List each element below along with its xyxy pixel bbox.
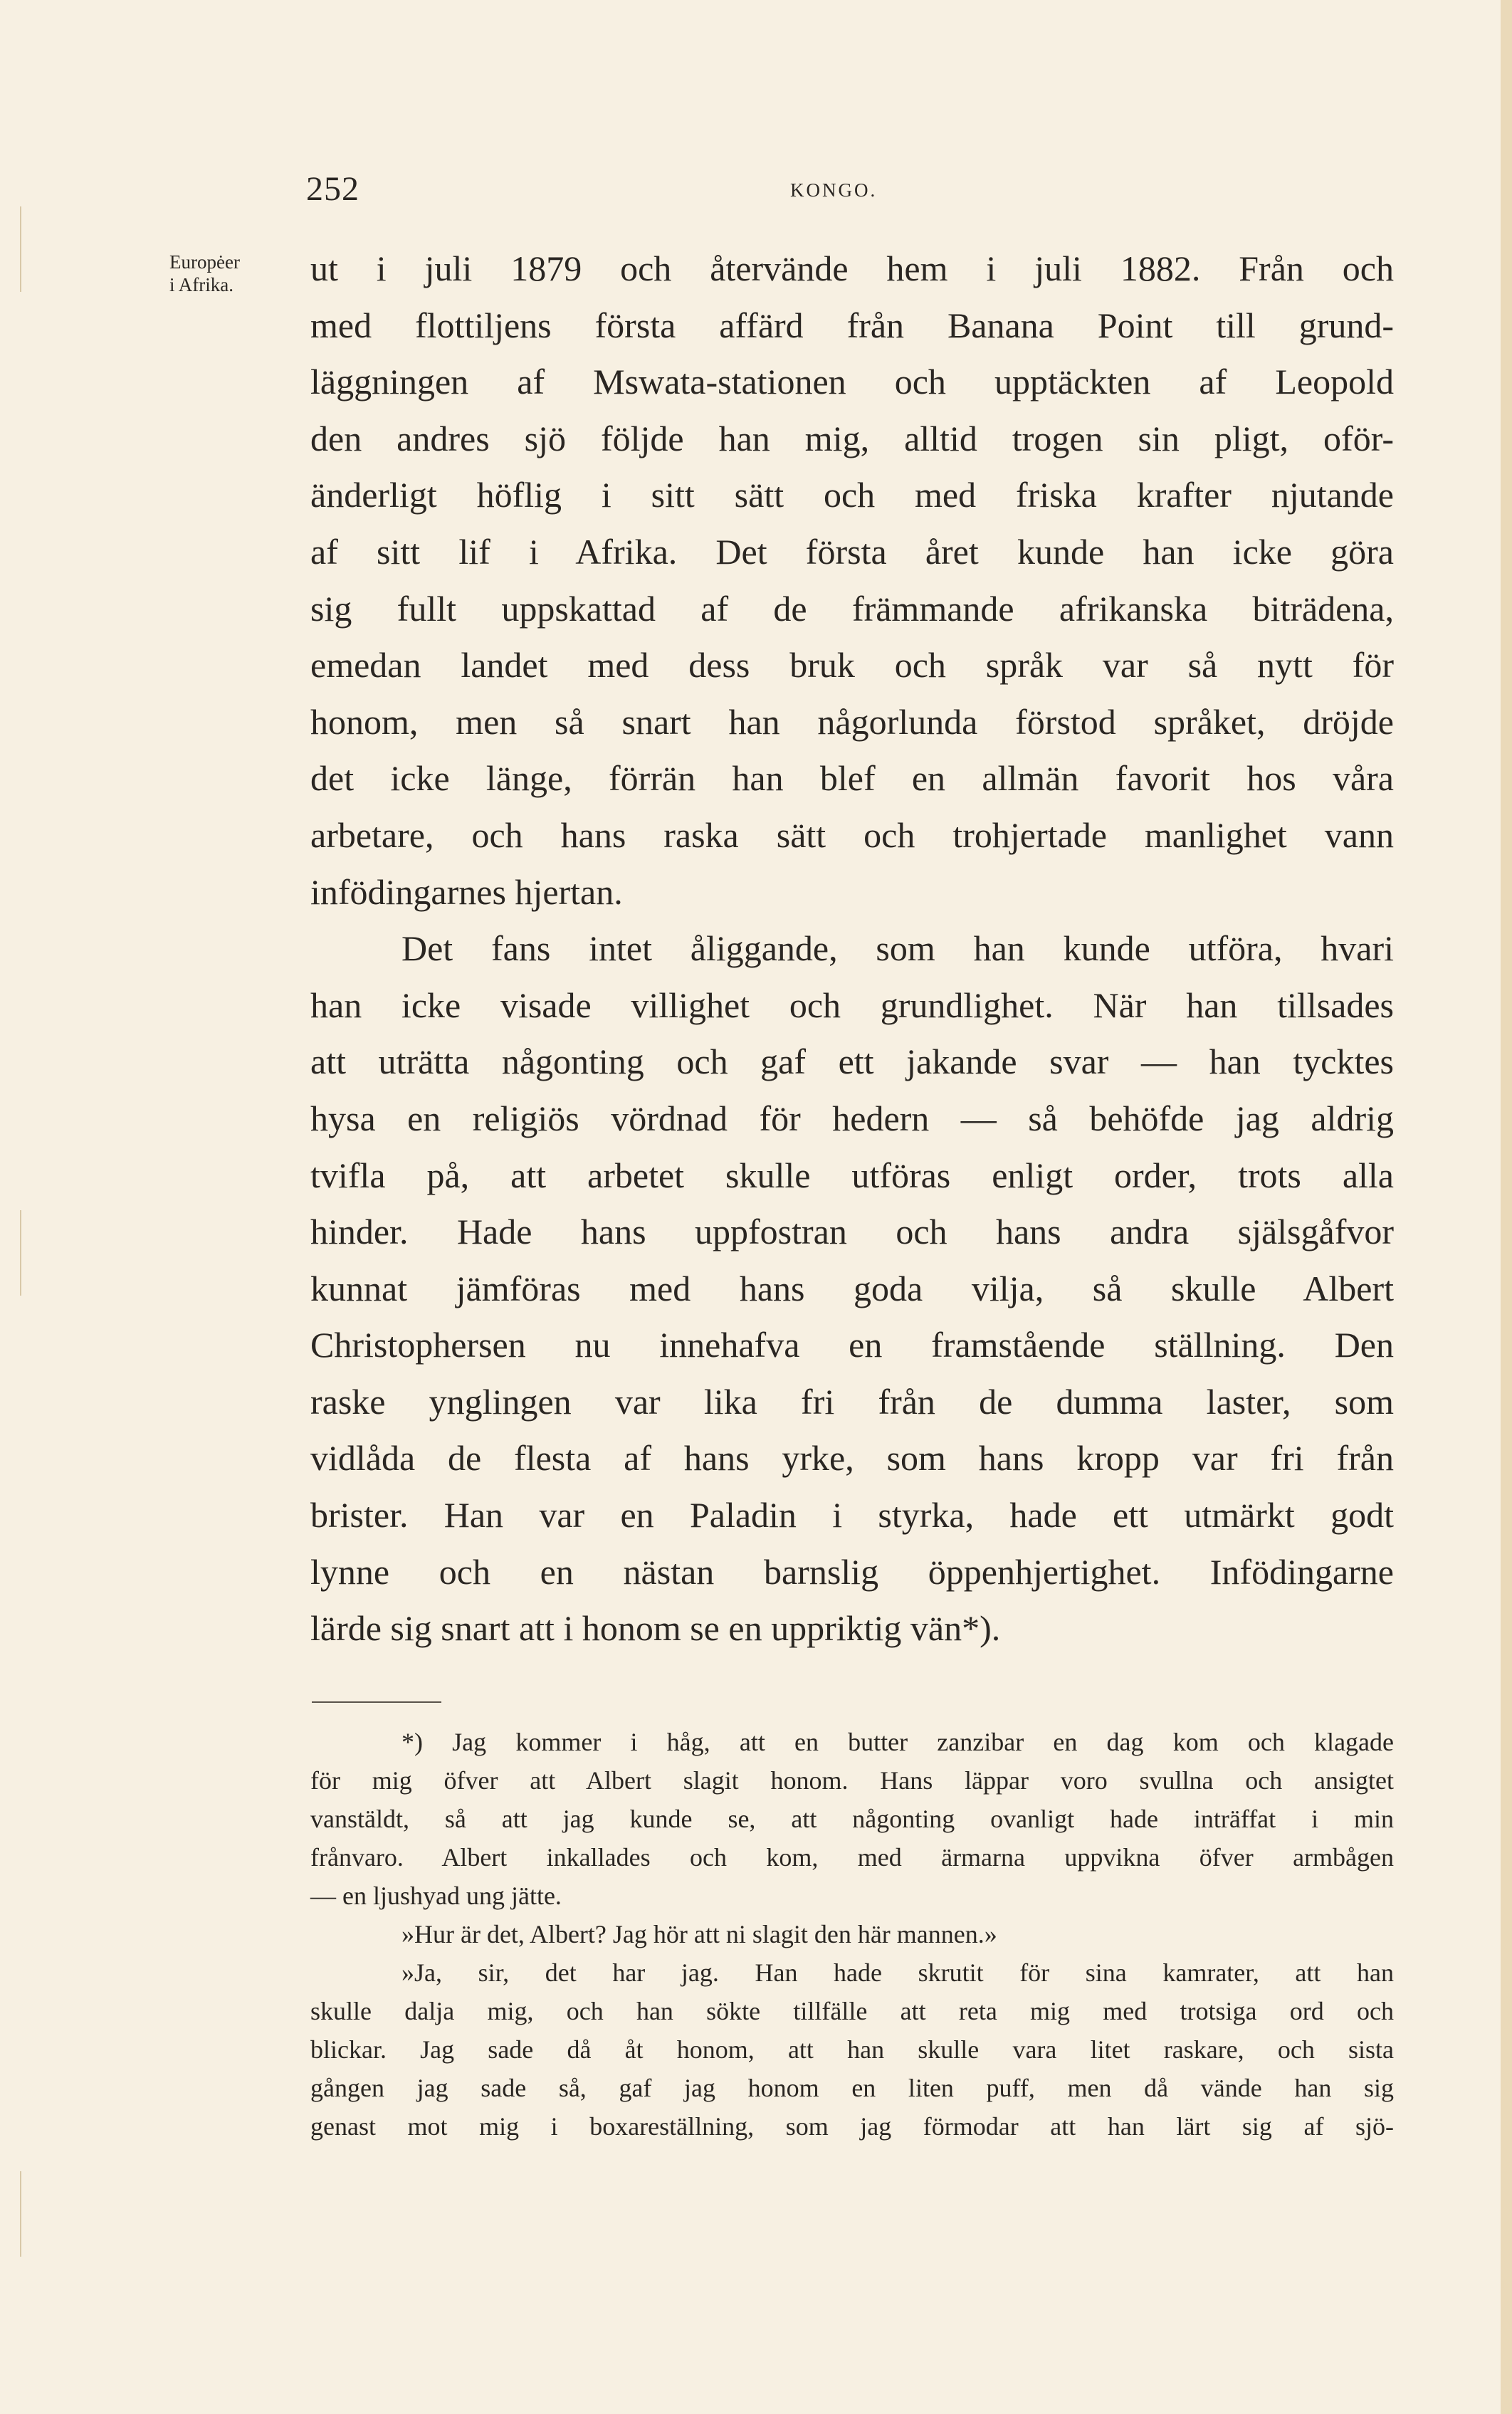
text-line: att uträtta någonting och gaf ett jakande svar — han tycktes <box>310 1041 1394 1082</box>
footnote-line: skulle dalja mig, och han sökte tillfälle att reta mig med trotsiga ord och <box>310 1997 1394 2025</box>
text-line: ut i juli 1879 och återvände hem i juli 1882. Från och <box>310 248 1394 288</box>
text-line: tvifla på, att arbetet skulle utföras enligt order, trots alla <box>310 1155 1394 1195</box>
footnotes <box>310 1723 1394 2146</box>
text-line: brister. Han var en Paladin i styrka, hade ett utmärkt godt <box>310 1495 1394 1536</box>
footnote-line: — en ljushyad ung jätte. <box>310 1882 562 1910</box>
text-line: Christophersen nu innehafva en framstående ställning. Den <box>310 1325 1394 1365</box>
text-line: Det fans intet åliggande, som han kunde utföra, hvari <box>401 928 1394 969</box>
footnote-rule <box>312 1701 441 1703</box>
text-line: lärde sig snart att i honom se en uppriktig vän*). <box>310 1608 1001 1649</box>
footnote-line: frånvaro. Albert inkallades och kom, med ärmarna uppvikna öfver armbågen <box>310 1843 1394 1872</box>
text-line: kunnat jämföras med hans goda vilja, så skulle Albert <box>310 1268 1394 1308</box>
text-line: sig fullt uppskattad af de främmande afrikanska biträdena, <box>310 588 1394 629</box>
text-line: emedan landet med dess bruk och språk var så nytt för <box>310 645 1394 686</box>
text-line: arbetare, och hans raska sätt och trohjertade manlighet vann <box>310 814 1394 855</box>
margin-note-line: Europėer <box>169 251 240 273</box>
text-line: med flottiljens första affärd från Banana Point till grund- <box>310 305 1394 345</box>
footnote-line: *) Jag kommer i håg, att en butter zanzibar en dag kom och klagade <box>401 1728 1394 1756</box>
running-title: KONGO. <box>790 179 878 201</box>
page-number: 252 <box>306 170 359 208</box>
margin-mark <box>20 206 21 292</box>
text-line: vidlåda de flesta af hans yrke, som hans kropp var fri från <box>310 1438 1394 1479</box>
text-line: lynne och en nästan barnslig öppenhjertighet. Infödingarne <box>310 1551 1394 1592</box>
footnote-line: vanstäldt, så att jag kunde se, att någonting ovanligt hade inträffat i min <box>310 1805 1394 1833</box>
margin-mark <box>20 2171 21 2257</box>
page-edge-shadow <box>1501 0 1512 2414</box>
text-line: det icke länge, förrän han blef en allmän favorit hos våra <box>310 758 1394 799</box>
margin-note <box>169 251 283 296</box>
text-line: änderligt höflig i sitt sätt och med friska krafter njutande <box>310 475 1394 515</box>
footnote-line: genast mot mig i boxareställning, som jag förmodar att han lärt sig af sjö- <box>310 2112 1394 2141</box>
footnote-line: blickar. Jag sade då åt honom, att han skulle vara litet raskare, och sista <box>310 2035 1394 2064</box>
text-line: raske ynglingen var lika fri från de dumma laster, som <box>310 1381 1394 1422</box>
text-line: hysa en religiös vördnad för hedern — så behöfde jag aldrig <box>310 1098 1394 1138</box>
body-text <box>310 241 1394 1657</box>
text-line: läggningen af Mswata-stationen och upptäckten af Leopold <box>310 362 1394 402</box>
text-line: den andres sjö följde han mig, alltid trogen sin pligt, oför- <box>310 418 1394 458</box>
margin-note-line: i Afrika. <box>169 274 233 295</box>
footnote-line: gången jag sade så, gaf jag honom en liten puff, men då vände han sig <box>310 2074 1394 2102</box>
text-line: han icke visade villighet och grundlighet. När han tillsades <box>310 985 1394 1025</box>
footnote-line: »Ja, sir, det har jag. Han hade skrutit för sina kamrater, att han <box>401 1958 1394 1987</box>
text-line: hinder. Hade hans uppfostran och hans andra själsgåfvor <box>310 1212 1394 1252</box>
text-line: infödingarnes hjertan. <box>310 871 623 912</box>
text-line: af sitt lif i Afrika. Det första året kunde han icke göra <box>310 531 1394 572</box>
margin-mark <box>20 1210 21 1296</box>
footnote-line: för mig öfver att Albert slagit honom. Hans läppar voro svullna och ansigtet <box>310 1766 1394 1795</box>
text-line: honom, men så snart han någorlunda förstod språket, dröjde <box>310 701 1394 742</box>
footnote-line: »Hur är det, Albert? Jag hör att ni slagit den här mannen.» <box>401 1920 997 1948</box>
